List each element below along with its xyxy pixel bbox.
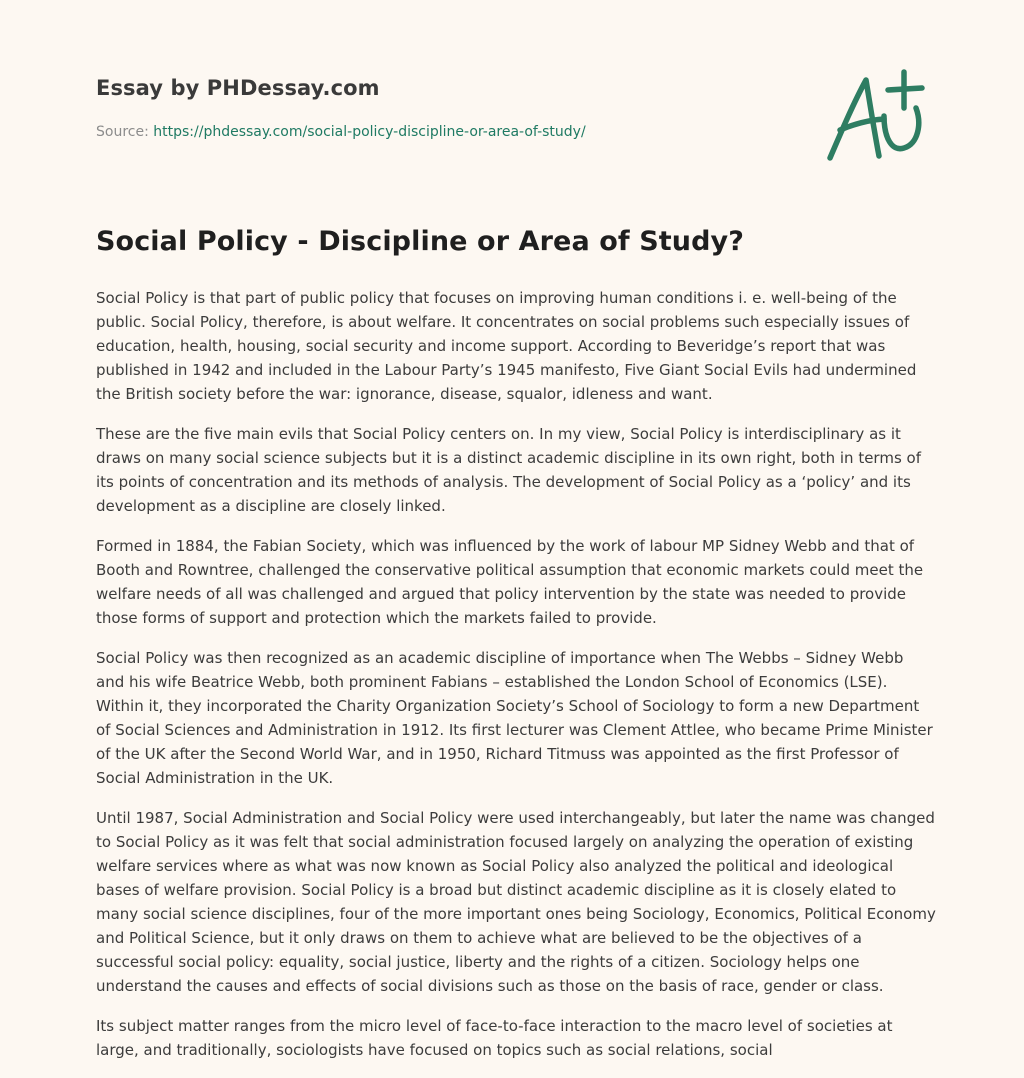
article-paragraph: These are the five main evils that Social Policy centers on. In my view, Social Policy is interdisciplinary as it draws on many social science subjects but it is a distinct academic discipline in its own right, both in terms of its points of concentration and its methods of analysis. The development of Social Policy as a ‘policy’ and its development as a discipline are closely linked. [96, 425, 921, 515]
source-line [96, 124, 586, 140]
article-paragraph: Its subject matter ranges from the micro level of face-to-face interaction to the macro level of societies at large, and traditionally, sociologists have focused on topics such as social relations, social [96, 1017, 893, 1059]
article-paragraph: Social Policy is that part of public policy that focuses on improving human conditions i. e. well-being of the public. Social Policy, therefore, is about welfare. It concentrates on social problems such especially issues of education, health, housing, social security and income support. According to Beveridge’s report that was published in 1942 and included in the Labour Party’s 1945 manifesto, Five Giant Social Evils had undermined the British society before the war: ignorance, disease, squalor, idleness and want. [96, 289, 917, 403]
article-paragraph: Until 1987, Social Administration and Social Policy were used interchangeably, but later the name was changed to Social Policy as it was felt that social administration focused largely on analyzing the operation of existing welfare services where as what was now known as Social Policy also analyzed the political and ideological bases of welfare provision. Social Policy is a broad but distinct academic discipline as it is closely elated to many social science disciplines, four of the more important ones being Sociology, Economics, Political Economy and Political Science, but it only draws on them to achieve what are believed to be the objectives of a successful social policy: equality, social justice, liberty and the rights of a citizen. Sociology helps one understand the causes and effects of social divisions such as those on the basis of race, gender or class. [96, 809, 936, 995]
article-body [96, 286, 936, 1078]
source-link[interactable]: https://phdessay.com/social-policy-discipline-or-area-of-study/ [153, 124, 586, 140]
a-plus-logo-icon [822, 68, 932, 168]
article-paragraph: Formed in 1884, the Fabian Society, which was influenced by the work of labour MP Sidney Webb and that of Booth and Rowntree, challenged the conservative political assumption that economic markets could meet the welfare needs of all was challenged and argued that policy intervention by the state was needed to provide those forms of support and protection which the markets failed to provide. [96, 537, 924, 627]
site-brand: Essay by PHDessay.com [96, 76, 380, 100]
article-title: Social Policy - Discipline or Area of Study? [96, 226, 745, 257]
article-paragraph: Social Policy was then recognized as an academic discipline of importance when The Webbs – Sidney Webb and his wife Beatrice Webb, both prominent Fabians – established the London School of Economics (LSE). Within it, they incorporated the Charity Organization Society’s School of Sociology to form a new Department of Social Sciences and Administration in 1912. Its first lecturer was Clement Attlee, who became Prime Minister of the UK after the Second World War, and in 1950, Richard Titmuss was appointed as the first Professor of Social Administration in the UK. [96, 649, 933, 787]
source-label: Source: [96, 124, 149, 140]
